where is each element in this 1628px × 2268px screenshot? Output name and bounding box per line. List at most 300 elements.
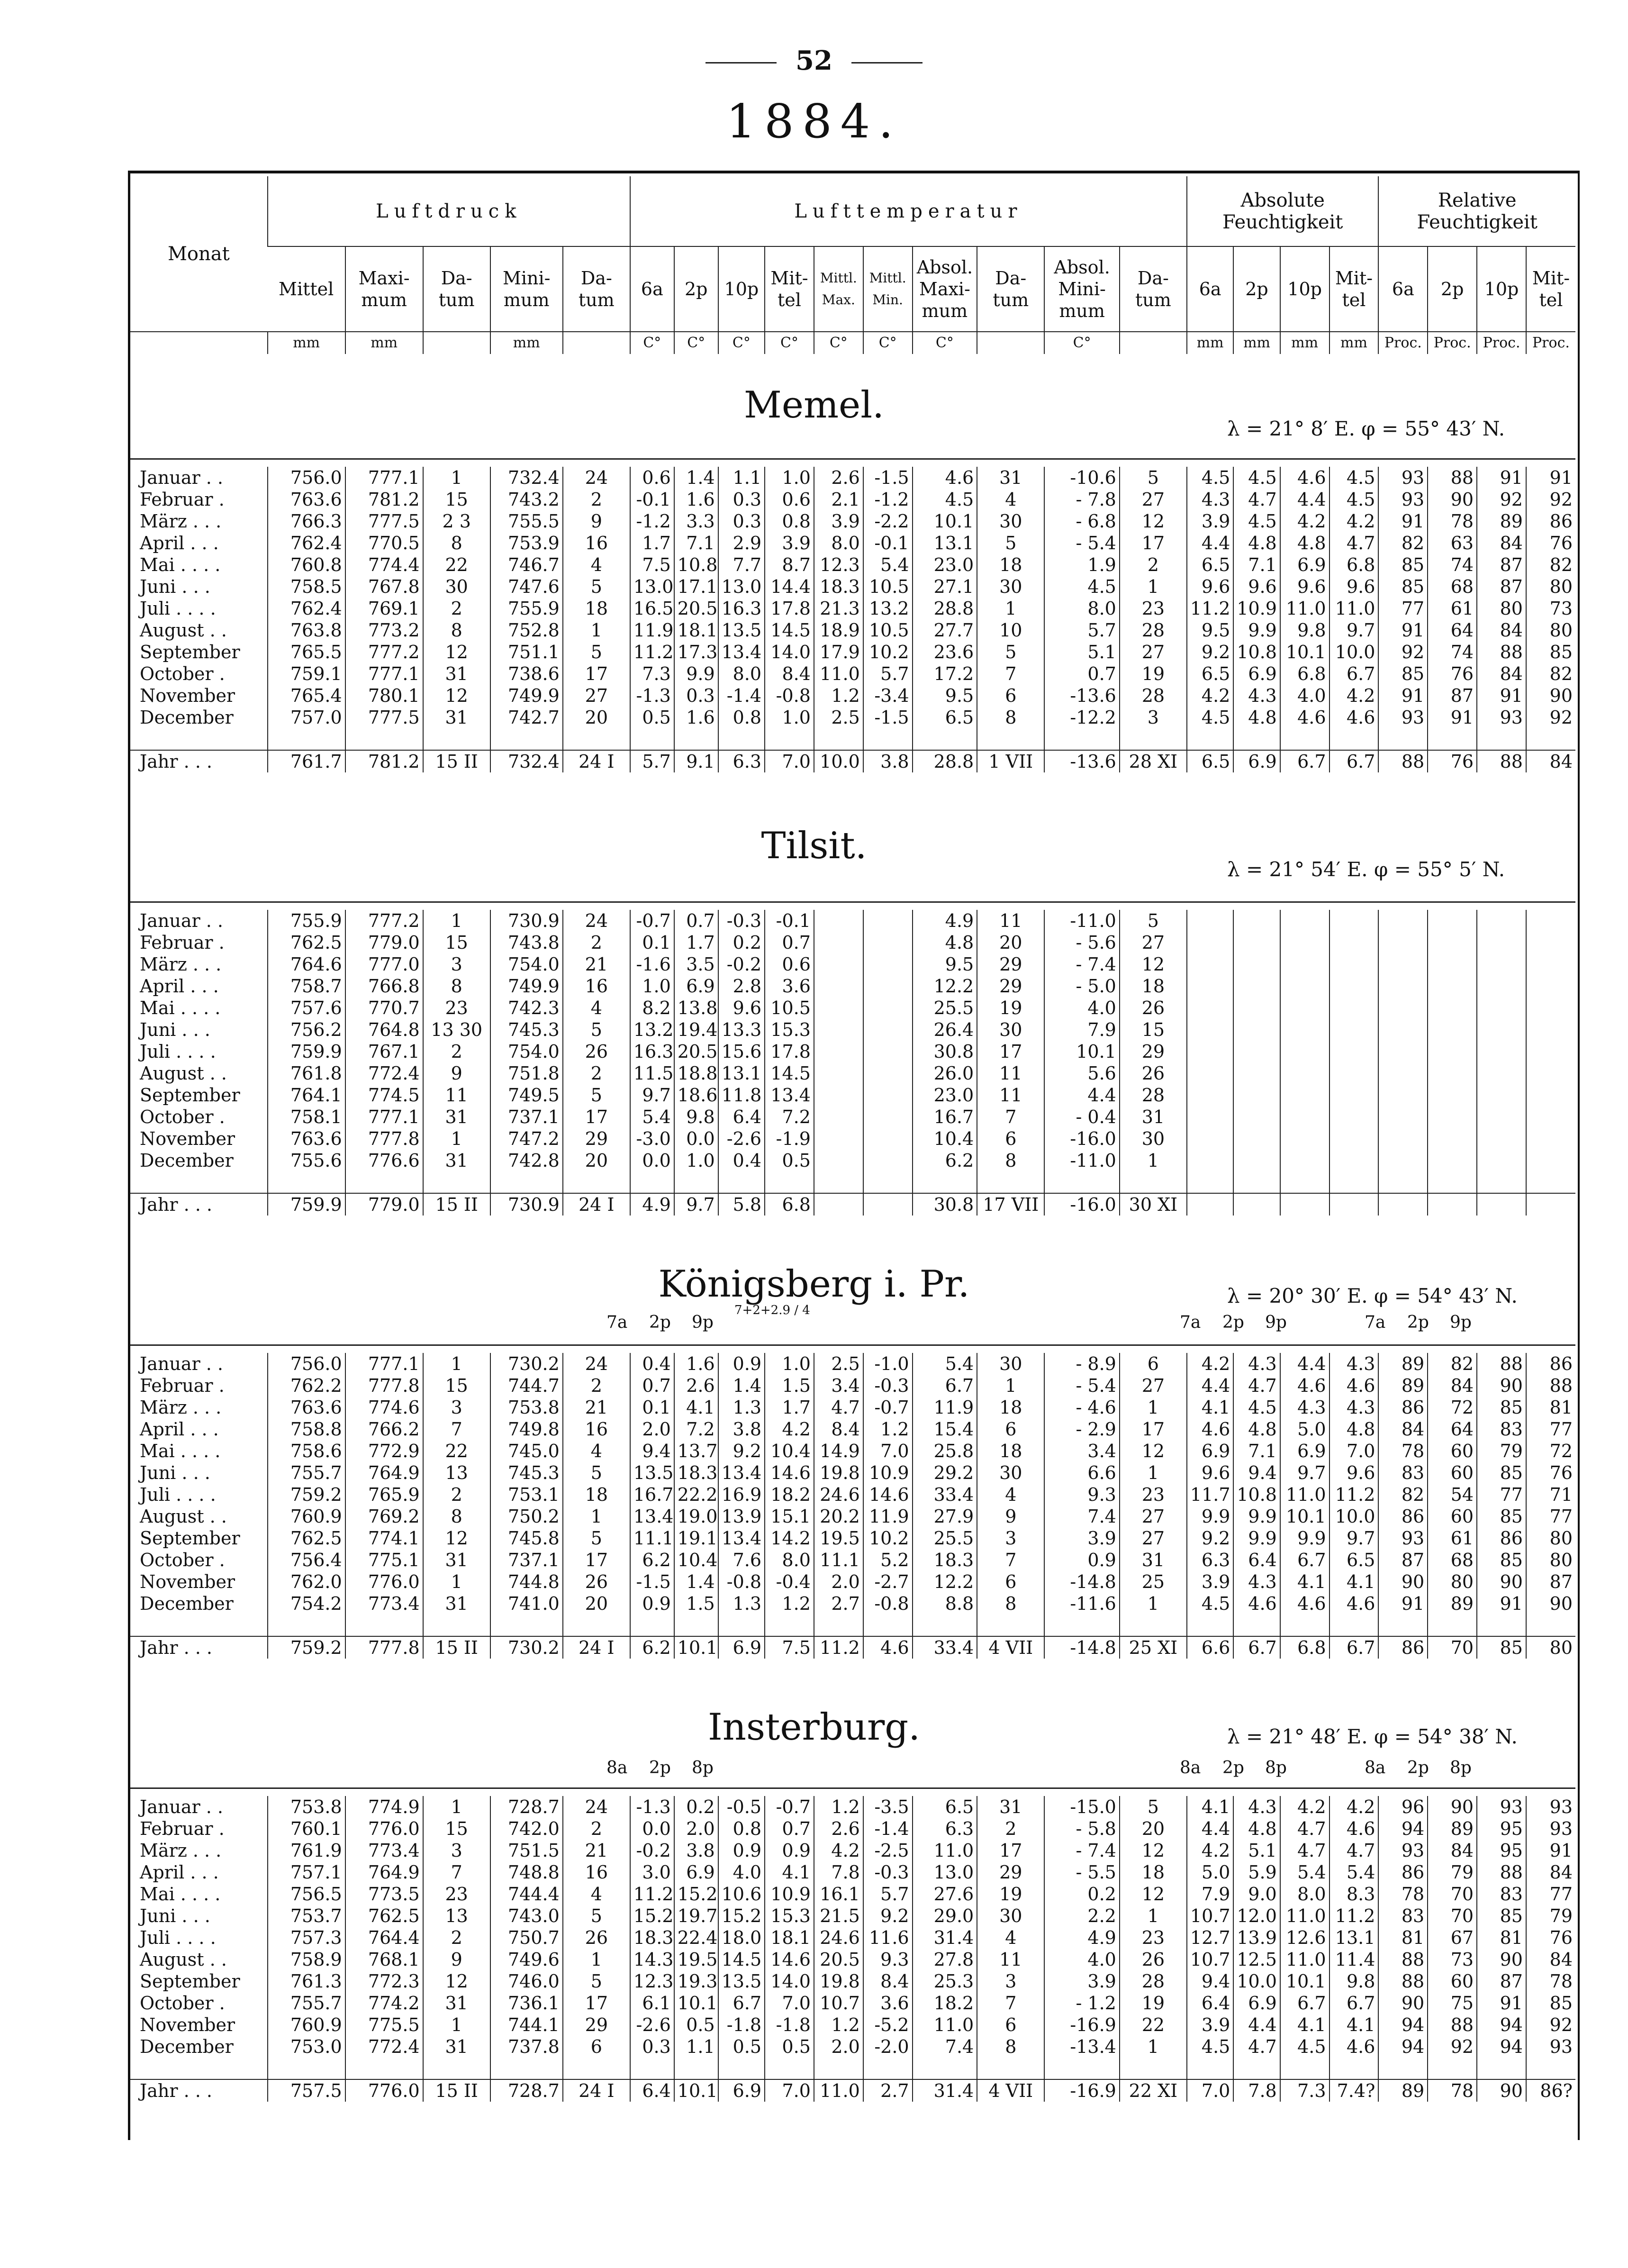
table-cell (1187, 953, 1233, 975)
table-cell: 9.8 (1330, 1970, 1379, 1992)
table-cell: 88 (1477, 1861, 1526, 1883)
month-label: August . . (140, 1949, 227, 1970)
table-cell: 1.5 (765, 1375, 814, 1397)
table-cell: 18 (1120, 975, 1187, 997)
table-cell: 91 (1378, 510, 1428, 532)
table-cell: 773.4 (345, 1593, 423, 1615)
table-cell: 759.2 (268, 1484, 345, 1506)
table-cell: 0.7 (630, 1375, 674, 1397)
table-cell: 8 (977, 707, 1044, 728)
table-cell: 23.0 (913, 1084, 977, 1106)
table-cell: 736.1 (490, 1992, 563, 2014)
table-cell: 9.6 (1330, 576, 1379, 598)
table-cell: 4.6 (1280, 467, 1330, 489)
year-cell: 78 (1428, 2079, 1477, 2102)
year-cell: 781.2 (345, 750, 423, 772)
table-cell (1187, 1150, 1233, 1171)
table-cell: 25 (1120, 1571, 1187, 1593)
table-cell: 9.9 (1280, 1527, 1330, 1549)
unit-label (423, 332, 490, 354)
lufttemperatur-header: Lufttemperatur (630, 176, 1187, 246)
table-cell: 3.5 (674, 953, 718, 975)
table-cell: 749.8 (490, 1418, 563, 1440)
table-row (130, 1593, 1575, 1615)
table-cell: 6 (977, 1418, 1044, 1440)
table-cell: 8 (977, 2036, 1044, 2058)
table-cell: 1 (423, 1128, 490, 1150)
spacer-cell (1120, 1615, 1187, 1636)
spacer-cell (1280, 2058, 1330, 2079)
table-cell: 8.4 (765, 663, 814, 685)
table-cell: 25.8 (913, 1440, 977, 1462)
table-cell: 4.7 (814, 1397, 863, 1418)
table-cell: 4 (977, 1484, 1044, 1506)
table-cell: 18 (563, 1484, 630, 1506)
table-cell: 753.8 (268, 1796, 345, 1818)
table-cell (863, 1041, 913, 1062)
table-cell (1526, 910, 1575, 932)
section-divider (130, 1344, 1575, 1346)
month-label: November (140, 685, 235, 706)
table-cell: 7.2 (674, 1418, 718, 1440)
table-cell: 6.4 (1233, 1549, 1280, 1571)
column-label: Absol. Maxi-mum (913, 246, 977, 332)
table-cell: 4.1 (1280, 1571, 1330, 1593)
month-label: Juli . . . . (140, 1927, 216, 1948)
table-cell: 14.9 (814, 1440, 863, 1462)
table-cell: 7.4 (913, 2036, 977, 2058)
table-row (130, 1084, 1575, 1106)
table-cell: 769.2 (345, 1506, 423, 1527)
table-cell: 1 (1120, 1462, 1187, 1484)
year-cell: -16.9 (1044, 2079, 1120, 2102)
table-cell: 749.6 (490, 1949, 563, 1970)
table-cell: 10.0 (1330, 1506, 1379, 1527)
table-cell: 9.4 (1233, 1462, 1280, 1484)
table-cell: 7.4 (1044, 1506, 1120, 1527)
table-cell: 11.4 (1330, 1949, 1379, 1970)
table-cell: 85 (1526, 1992, 1575, 2014)
table-cell: 8 (423, 975, 490, 997)
year-cell: 761.7 (268, 750, 345, 772)
table-cell: 13.2 (863, 598, 913, 619)
table-cell: 90 (1428, 489, 1477, 510)
table-cell: 1.0 (765, 467, 814, 489)
table-cell: 730.2 (490, 1353, 563, 1375)
table-cell: 10.4 (913, 1128, 977, 1150)
table-row (130, 1796, 1575, 1818)
column-label: Mit-tel (765, 246, 814, 332)
table-cell: 1.7 (674, 932, 718, 953)
month-label: November (140, 1128, 235, 1149)
table-cell: 7.9 (1187, 1883, 1233, 1905)
table-cell: 14.3 (630, 1949, 674, 1970)
table-cell: -1.5 (863, 707, 913, 728)
year-cell: 6.7 (1330, 750, 1379, 772)
year-cell: 90 (1477, 2079, 1526, 2102)
table-cell: 14.5 (718, 1949, 765, 1970)
spacer-cell (1233, 728, 1280, 750)
table-cell: -1.2 (630, 510, 674, 532)
table-cell: 1 (563, 1506, 630, 1527)
year-cell: 3.8 (863, 750, 913, 772)
table-cell: 76 (1526, 532, 1575, 554)
table-cell (1477, 1084, 1526, 1106)
table-cell: 765.4 (268, 685, 345, 707)
table-cell: 77 (1526, 1883, 1575, 1905)
table-row (130, 2036, 1575, 2058)
table-cell: 3.0 (630, 1861, 674, 1883)
table-cell: -10.6 (1044, 467, 1120, 489)
table-cell: 1.3 (718, 1593, 765, 1615)
month-label: März . . . (140, 511, 222, 532)
year-cell: 89 (1378, 2079, 1428, 2102)
table-cell: 31 (1120, 1106, 1187, 1128)
table-cell: 749.5 (490, 1084, 563, 1106)
table-cell: 1.6 (674, 1353, 718, 1375)
year-cell (1330, 1193, 1379, 1216)
table-cell: 14.6 (863, 1484, 913, 1506)
table-cell: 7.1 (1233, 554, 1280, 576)
table-cell (814, 1128, 863, 1150)
spacer-cell (913, 1171, 977, 1193)
table-cell: 2.9 (718, 532, 765, 554)
table-cell: 24 (563, 1353, 630, 1375)
spacer-cell (563, 1615, 630, 1636)
table-row (130, 1019, 1575, 1041)
table-cell: 20 (563, 707, 630, 728)
table-cell: 6.7 (1330, 1992, 1379, 2014)
table-cell: 5 (563, 641, 630, 663)
table-cell: 2.6 (814, 467, 863, 489)
table-cell: 76 (1526, 1927, 1575, 1949)
table-cell: 762.5 (345, 1905, 423, 1927)
table-cell (863, 975, 913, 997)
column-label: 10p (1477, 246, 1526, 332)
table-cell: 7.8 (814, 1861, 863, 1883)
table-cell: 6.7 (913, 1375, 977, 1397)
station-table (130, 910, 1575, 1216)
year-cell: 7.0 (765, 2079, 814, 2102)
table-cell: 22.4 (674, 1927, 718, 1949)
table-cell: -0.1 (765, 910, 814, 932)
month-label: März . . . (140, 1840, 222, 1861)
table-cell: 17.3 (674, 641, 718, 663)
table-cell: 90 (1526, 1593, 1575, 1615)
table-cell: 4.3 (1187, 489, 1233, 510)
year-cell: 85 (1477, 1636, 1526, 1659)
year-cell: 70 (1428, 1636, 1477, 1659)
spacer-cell (1526, 728, 1575, 750)
table-cell (1526, 932, 1575, 953)
table-cell: 3.9 (1187, 510, 1233, 532)
table-cell: 29 (1120, 1041, 1187, 1062)
table-cell: 4.7 (1233, 2036, 1280, 2058)
column-label: Da-tum (1120, 246, 1187, 332)
table-cell (1428, 1019, 1477, 1041)
month-label: Februar . (140, 1375, 225, 1396)
table-cell: 30 (977, 1019, 1044, 1041)
spacer-cell (1120, 1171, 1187, 1193)
absolute-feuchtigkeit-header: Absolute Feuchtigkeit (1187, 176, 1378, 246)
table-cell: 10.1 (1280, 641, 1330, 663)
table-cell: 9 (563, 510, 630, 532)
table-cell: 737.1 (490, 1106, 563, 1128)
table-cell: 4.1 (765, 1861, 814, 1883)
table-cell: 83 (1477, 1418, 1526, 1440)
table-cell: 11.0 (1330, 598, 1379, 619)
table-row (130, 1484, 1575, 1506)
spacer-cell (423, 728, 490, 750)
table-cell: 777.0 (345, 953, 423, 975)
table-cell: 19 (977, 1883, 1044, 1905)
table-cell: 4.5 (1233, 467, 1280, 489)
table-cell: 2.1 (814, 489, 863, 510)
table-cell: 760.9 (268, 2014, 345, 2036)
table-cell: 16.3 (718, 598, 765, 619)
table-cell: 13.2 (630, 1019, 674, 1041)
table-cell: 30 (1120, 1128, 1187, 1150)
table-cell: 3.6 (863, 1992, 913, 2014)
monat-header: Monat (167, 243, 230, 265)
table-cell: 10.1 (1280, 1506, 1330, 1527)
table-cell: 770.7 (345, 997, 423, 1019)
year-cell: 33.4 (913, 1636, 977, 1659)
table-cell: 757.6 (268, 997, 345, 1019)
table-cell: 87 (1477, 576, 1526, 598)
year-cell: 6.7 (1280, 750, 1330, 772)
table-cell: 12.3 (814, 554, 863, 576)
table-cell: 8.0 (1280, 1883, 1330, 1905)
table-cell: 9 (423, 1062, 490, 1084)
table-cell (1428, 997, 1477, 1019)
spacer-cell (1280, 1171, 1330, 1193)
table-cell: 774.9 (345, 1796, 423, 1818)
month-label: November (140, 2014, 235, 2035)
table-cell: 16.1 (814, 1883, 863, 1905)
observation-hour: 9p (1450, 1313, 1472, 1332)
unit-label: mm (345, 332, 423, 354)
table-cell: 7.2 (765, 1106, 814, 1128)
month-label: August . . (140, 620, 227, 641)
year-cell: 28 XI (1120, 750, 1187, 772)
table-cell: 11 (977, 910, 1044, 932)
table-cell: 13.9 (1233, 1927, 1280, 1949)
table-cell: 4.6 (1280, 1375, 1330, 1397)
table-cell: 1 (1120, 1905, 1187, 1927)
table-cell: 6.8 (1280, 663, 1330, 685)
spacer-cell (1280, 1615, 1330, 1636)
table-cell: 13.0 (718, 576, 765, 598)
table-cell: 5 (563, 1462, 630, 1484)
spacer-cell (1428, 1171, 1477, 1193)
table-cell: 91 (1428, 707, 1477, 728)
table-cell: 93 (1378, 489, 1428, 510)
table-cell: 17.2 (913, 663, 977, 685)
table-cell: -1.0 (863, 1353, 913, 1375)
table-cell: 1 (423, 910, 490, 932)
table-cell: 749.9 (490, 685, 563, 707)
table-cell: 76 (1526, 1462, 1575, 1484)
table-cell: 75 (1428, 1992, 1477, 2014)
table-cell: 17.8 (765, 1041, 814, 1062)
table-cell: 6.9 (674, 1861, 718, 1883)
table-cell: 6.5 (913, 1796, 977, 1818)
table-cell: 28 (1120, 685, 1187, 707)
table-cell: 23 (1120, 598, 1187, 619)
table-cell: 769.1 (345, 598, 423, 619)
table-cell (1378, 1019, 1428, 1041)
year-cell: 24 I (563, 1636, 630, 1659)
table-cell: 10.2 (863, 1527, 913, 1549)
year-cell: 7.0 (1187, 2079, 1233, 2102)
table-cell: 17.1 (674, 576, 718, 598)
table-cell (1477, 1128, 1526, 1150)
table-cell: 15 (423, 1375, 490, 1397)
year-cell: 15 II (423, 750, 490, 772)
spacer-cell (630, 1171, 674, 1193)
table-cell: -2.0 (863, 2036, 913, 2058)
table-cell (1280, 1106, 1330, 1128)
table-cell: 4.2 (1330, 1796, 1379, 1818)
table-cell (1187, 1128, 1233, 1150)
table-cell: 1.2 (814, 685, 863, 707)
table-cell: 5 (563, 1905, 630, 1927)
month-label: October . (140, 1550, 225, 1570)
table-cell (1428, 932, 1477, 953)
unit-label: Proc. (1428, 332, 1477, 354)
table-cell: -0.4 (765, 1571, 814, 1593)
table-cell: 4.5 (913, 489, 977, 510)
table-cell (1526, 953, 1575, 975)
table-cell (1477, 932, 1526, 953)
table-cell (1428, 1128, 1477, 1150)
year-cell: 4 VII (977, 2079, 1044, 2102)
table-cell: 1 (1120, 1397, 1187, 1418)
table-cell (1477, 1150, 1526, 1171)
table-cell: 13.4 (765, 1084, 814, 1106)
table-cell (814, 1041, 863, 1062)
table-cell (1233, 932, 1280, 953)
month-label: Juni . . . (140, 576, 210, 597)
table-cell: 732.4 (490, 467, 563, 489)
table-cell: 0.3 (718, 489, 765, 510)
table-cell: 9.7 (630, 1084, 674, 1106)
table-cell: 80 (1477, 598, 1526, 619)
year-cell: 2.7 (863, 2079, 913, 2102)
spacer-cell (130, 1171, 268, 1193)
table-cell: 13 (423, 1905, 490, 1927)
table-cell: 17 (977, 1041, 1044, 1062)
table-cell (1233, 1062, 1280, 1084)
table-cell: 750.2 (490, 1506, 563, 1527)
table-cell (1187, 910, 1233, 932)
table-cell: 772.3 (345, 1970, 423, 1992)
column-label: Mittl. Max. (814, 246, 863, 332)
table-cell: 85 (1378, 554, 1428, 576)
month-label: April . . . (140, 1862, 219, 1883)
table-cell: -1.3 (630, 685, 674, 707)
table-cell: 754.0 (490, 953, 563, 975)
table-cell: 82 (1526, 663, 1575, 685)
year-cell: 24 I (563, 2079, 630, 2102)
month-label: August . . (140, 1506, 227, 1527)
table-cell: 746.0 (490, 1970, 563, 1992)
table-cell: 27 (563, 685, 630, 707)
table-cell: 7 (977, 663, 1044, 685)
table-cell (1187, 997, 1233, 1019)
table-cell: -14.8 (1044, 1571, 1120, 1593)
table-cell: 0.3 (718, 510, 765, 532)
table-cell: 755.9 (490, 598, 563, 619)
spacer-cell (1044, 2058, 1120, 2079)
table-cell: 19.8 (814, 1462, 863, 1484)
table-cell (1233, 953, 1280, 975)
table-cell: 17 (1120, 1418, 1187, 1440)
table-cell: 4 (977, 489, 1044, 510)
table-cell: 5 (1120, 1796, 1187, 1818)
table-cell: 85 (1378, 663, 1428, 685)
year-cell: -14.8 (1044, 1636, 1120, 1659)
table-cell: 12 (1120, 1883, 1187, 1905)
month-label: Januar . . (140, 467, 223, 488)
observation-hour: 7+2+2.9 / 4 (734, 1303, 810, 1317)
table-cell: 27.6 (913, 1883, 977, 1905)
table-cell: 6.7 (1280, 1992, 1330, 2014)
table-cell: 13.5 (630, 1462, 674, 1484)
table-cell (1428, 953, 1477, 975)
table-cell (814, 953, 863, 975)
spacer-cell (863, 2058, 913, 2079)
year-cell: 80 (1526, 1636, 1575, 1659)
table-cell: 4.3 (1233, 685, 1280, 707)
table-cell: 13.1 (1330, 1927, 1379, 1949)
table-cell: 1.9 (1044, 554, 1120, 576)
table-cell: 0.3 (630, 2036, 674, 2058)
table-cell: 18 (977, 554, 1044, 576)
table-cell: 17.8 (765, 598, 814, 619)
year-cell: 15 II (423, 1636, 490, 1659)
table-cell: 18 (977, 1440, 1044, 1462)
table-cell: 0.2 (718, 932, 765, 953)
table-cell: -2.7 (863, 1571, 913, 1593)
table-cell: 81 (1526, 1397, 1575, 1418)
table-cell: 31.4 (913, 1927, 977, 1949)
table-cell: 756.5 (268, 1883, 345, 1905)
spacer-cell (977, 2058, 1044, 2079)
spacer-cell (423, 2058, 490, 2079)
table-cell: 755.6 (268, 1150, 345, 1171)
table-cell (863, 932, 913, 953)
observation-hour: 9p (1265, 1313, 1287, 1332)
table-cell: 91 (1378, 685, 1428, 707)
table-cell: 64 (1428, 619, 1477, 641)
table-cell: 741.0 (490, 1593, 563, 1615)
table-cell: 18 (1120, 1861, 1187, 1883)
table-cell: 6.7 (1280, 1549, 1330, 1571)
table-cell: 4.5 (1187, 467, 1233, 489)
table-cell: 67 (1428, 1927, 1477, 1949)
table-row (130, 1992, 1575, 2014)
table-cell: 90 (1477, 1949, 1526, 1970)
observation-hour: 8a (606, 1758, 628, 1778)
table-cell (863, 1128, 913, 1150)
table-cell: 745.8 (490, 1527, 563, 1549)
table-cell (814, 1019, 863, 1041)
table-cell: 95 (1477, 1818, 1526, 1840)
table-cell: 27.8 (913, 1949, 977, 1970)
table-cell: 94 (1378, 2036, 1428, 2058)
